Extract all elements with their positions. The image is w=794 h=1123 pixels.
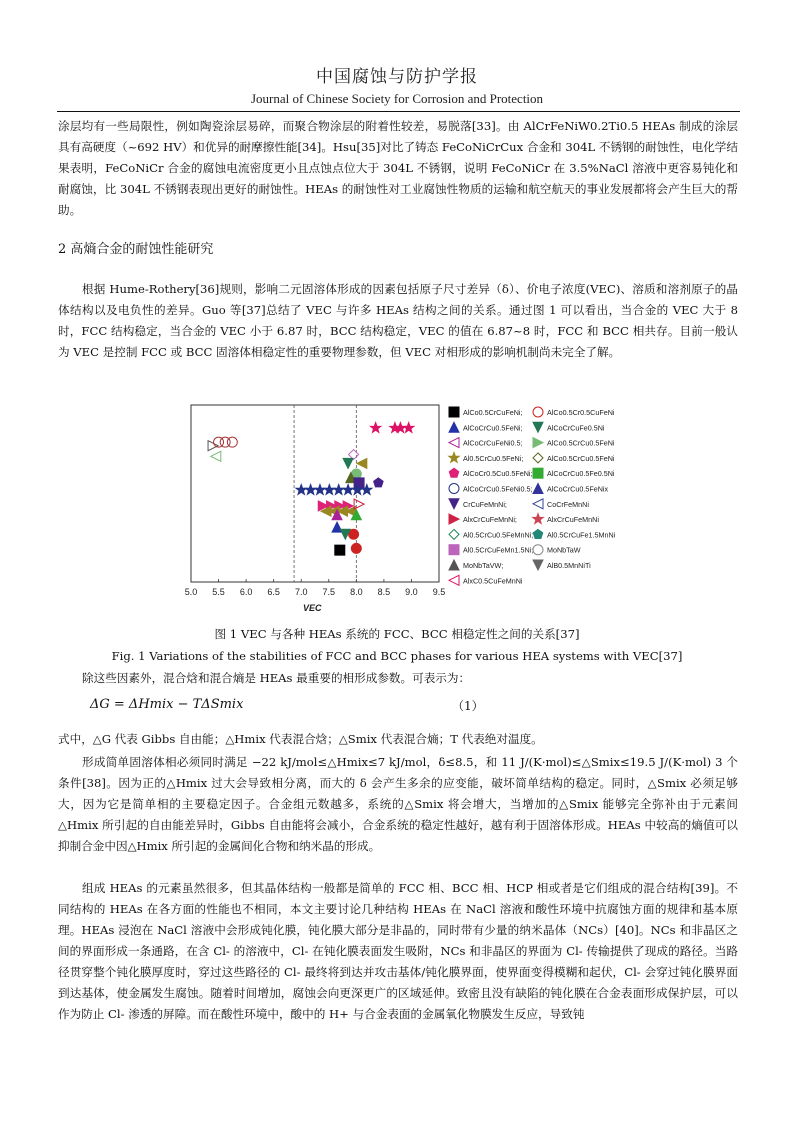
x-tick-label: 8.0 <box>350 587 363 597</box>
data-point <box>227 437 237 447</box>
journal-title-en: Journal of Chinese Society for Corrosion and Protection <box>250 91 544 106</box>
legend-label: MoNbTaVW; <box>463 561 504 570</box>
data-point <box>533 529 543 538</box>
data-point <box>357 458 367 468</box>
journal-title-cn: 中国腐蚀与防护学报 <box>316 67 478 87</box>
data-point <box>533 438 543 448</box>
paragraph-where <box>58 729 738 750</box>
data-point <box>449 499 459 509</box>
data-point <box>533 453 543 463</box>
data-point <box>324 484 334 494</box>
equation-1: ΔG = ΔHmix − TΔSmix <box>90 697 244 712</box>
data-point <box>351 543 361 553</box>
data-point <box>403 423 413 433</box>
data-point <box>449 545 459 555</box>
data-point <box>335 545 345 555</box>
data-point <box>296 484 306 494</box>
legend-label: AlCo0.5CrCuFeNi; <box>463 408 523 417</box>
figure-caption-cn: 图 1 VEC 与各种 HEAs 系统的 FCC、BCC 相稳定性之间的关系[37] <box>214 627 580 641</box>
figure-1 <box>166 400 626 620</box>
figure-caption-en: Fig. 1 Variations of the stabilities of FCC and BCC phases for various HEA systems with VEC[37] <box>111 649 683 663</box>
data-point <box>208 441 218 451</box>
x-tick-label: 5.5 <box>212 587 225 597</box>
legend-label: AlxCrCuFeMnNi <box>547 515 599 525</box>
legend-label: AlCo0.5Cr0.5CuFeNi <box>547 408 615 417</box>
legend-label: Al0.5CrCuFe1.5MnNi <box>547 530 616 540</box>
data-point <box>449 560 459 570</box>
legend-label: AlCo0.5CrCu0.5FeNi <box>547 453 615 463</box>
data-point <box>533 422 543 432</box>
legend-label: CrCuFeMnNi; <box>463 499 507 509</box>
x-tick-label: 7.0 <box>294 587 308 597</box>
legend-label: AlCoCrCu0.5FeNi; <box>463 423 523 433</box>
paragraph-text: 除这些因素外，混合焓和混合熵是 HEAs 最重要的相形成参数。可表示为： <box>82 671 471 685</box>
paragraph-text: 根据 Hume-Rothery[36]规则，影响二元固溶体形成的因素包括原子尺寸差异（δ）、价电子浓度(VEC)、溶质和溶剂原子的晶体结构以及电负性的差异。Guo 等[37]总结了 VEC 与许多 HEAs 结构之间的关系。通过图 1 可以看出，当合金的 VEC 大于 8 时，FCC 结构稳定，当合金的 VEC 小于 6.87 时，BCC 结构稳定，VEC 的值在 6.87~8 时，FCC 和 BCC 相共存。目前一般认为 VEC 是控制 FCC 或 BCC 固溶体相稳定性的重要物理参数，但 VEC 对相形成的影响机制尚未完全了解。 <box>58 282 738 359</box>
data-point <box>449 468 459 477</box>
data-point <box>449 407 459 417</box>
x-axis-label: VEC <box>302 603 322 613</box>
legend-label: Al0.5CrCuFeMn1.5Ni; <box>463 545 534 555</box>
legend-label: CoCrFeMnNi <box>547 499 589 509</box>
vec-scatter-chart <box>166 400 626 620</box>
paragraph-text: 式中，△G 代表 Gibbs 自由能；△Hmix 代表混合焓；△Smix 代表混合熵；T 代表绝对温度。 <box>58 732 543 746</box>
legend-label: Al0.5CrCu0.5FeNi; <box>463 453 524 463</box>
legend-label: AlCoCrCuFe0.5Ni <box>547 423 605 433</box>
paragraph-text: 形成简单固溶体相必须同时满足 −22 kJ/mol≤△Hmix≤7 kJ/mol，δ≤8.5，和 11 J/(K·mol)≤△Smix≤19.5 J/(K·mol) 3 个条件[38]。因为正的△Hmix 过大会导致相分离，而大的 δ 会产生多余的应变能，破坏简单结构的稳定。同时，△Smix 必须足够大，因为它是简单相的主要稳定因子。合金组元数越多，系统的△Smix 将会增大，当增加的△Smix 能够完全弥补由于元素间△Hmix 所引起的自由能差异时，Gibbs 自由能将会减小，合金系统的稳定性越好，越有利于固溶体形成。HEAs 中较高的熵值可以抑制合金中因△Hmix 所引起的金属间化合物和纳米晶的形成。 <box>58 755 738 853</box>
legend-label: AlCoCrCu0.5FeNix <box>547 484 609 494</box>
data-point <box>449 422 459 432</box>
paragraph-besides <box>58 668 738 689</box>
data-point <box>333 484 343 494</box>
data-point <box>533 499 543 509</box>
data-point <box>343 484 353 494</box>
x-tick-label: 6.5 <box>267 587 280 597</box>
legend-label: AlCoCrCuFeNi0.5; <box>463 438 523 448</box>
legend-label: AlCoCrCu0.5FeNi0.5; <box>463 484 533 494</box>
legend-label: Al0.5CrCu0.5FeMnNi; <box>463 530 534 540</box>
data-point <box>533 514 543 524</box>
data-point <box>533 560 543 570</box>
legend-label: AlxC0.5CuFeMnNi <box>463 576 523 586</box>
data-point <box>305 484 315 494</box>
x-tick-label: 9.0 <box>405 587 418 597</box>
journal-header <box>0 66 794 108</box>
data-point <box>533 484 543 494</box>
paragraph-hume-rothery <box>58 279 738 363</box>
paragraph-intro <box>58 116 738 221</box>
data-point <box>533 468 543 478</box>
data-point <box>449 514 459 524</box>
legend-label: MoNbTaW <box>547 545 581 555</box>
data-point <box>374 478 384 487</box>
paragraph-conditions <box>58 752 738 857</box>
data-point <box>449 575 459 585</box>
x-tick-label: 7.5 <box>322 587 336 597</box>
legend-label: AlCoCr0.5Cu0.5FeNi; <box>463 469 533 479</box>
data-point <box>315 484 325 494</box>
paragraph-text: 组成 HEAs 的元素虽然很多，但其晶体结构一般都是简单的 FCC 相、BCC 相、HCP 相或者是它们组成的混合结构[39]。不同结构的 HEAs 在各方面的性能也不相同，本文主要讨论几种结构 HEAs 在 NaCl 溶液和酸性环境中抗腐蚀方面的规律和基本原理。HEAs 浸泡在 NaCl 溶液中会形成钝化膜，钝化膜大部分是非晶的，同时带有少量的纳米晶体（NCs）[40]。NCs 和非晶区之间的界面形成一条通路，在含 Cl- 的溶液中，Cl- 在钝化膜表面发生吸附，NCs 和非晶区的界面为 Cl- 传输提供了现成的路径。当路径贯穿整个钝化膜厚度时，穿过这些路径的 Cl- 最终将到达并攻击基体/钝化膜界面，使界面变得模糊和起伏，Cl- 会穿过钝化膜界面到达基体，使金属发生腐蚀。随着时间增加，腐蚀会向更深更广的区域延伸。致密且没有缺陷的钝化膜在合金表面形成保护层，可以作为防止 Cl- 渗透的屏障。而在酸性环境中，酸中的 H+ 与合金表面的金属氧化物膜发生反应，导致钝 <box>58 881 738 1021</box>
data-point <box>354 478 364 488</box>
section-heading: 2 高熵合金的耐蚀性能研究 <box>58 242 214 257</box>
legend-label: AlB0.5MnNiTi <box>547 561 591 570</box>
data-point <box>211 451 221 461</box>
x-tick-label: 5.0 <box>184 587 198 597</box>
paragraph-text: 涂层均有一些局限性，例如陶瓷涂层易碎，而聚合物涂层的附着性较差，易脱落[33]。由 AlCrFeNiW0.2Ti0.5 HEAs 制成的涂层具有高硬度（~692 HV）和优异的耐摩擦性能[34]。Hsu[35]对比了铸态 FeCoNiCrCux 合金和 304L 不锈钢的耐蚀性，电化学结果表明，FeCoNiCr 合金的腐蚀电流密度更小且点蚀点位大于 304L 不锈钢，说明 FeCoNiCr 在 3.5%NaCl 溶液中更容易钝化和耐腐蚀，比 304L 不锈钢表现出更好的耐蚀性。HEAs 的耐蚀性对工业腐蚀性物质的运输和航空航天的事业发展都将会产生巨大的帮助。 <box>58 119 738 217</box>
data-point <box>533 545 543 555</box>
equation-number: （1） <box>452 699 484 713</box>
x-tick-label: 6.0 <box>239 587 253 597</box>
data-point <box>449 484 459 494</box>
data-point <box>533 407 543 417</box>
data-point <box>449 438 459 448</box>
data-point <box>449 529 459 539</box>
legend-label: AlxCrCuFeMnNi; <box>463 515 517 525</box>
legend-label: AlCo0.5CrCu0.5FeNi <box>547 438 615 448</box>
legend-label: AlCoCrCu0.5Fe0.5Ni <box>547 469 615 479</box>
data-point <box>370 423 380 433</box>
data-point <box>449 452 459 462</box>
x-tick-label: 9.5 <box>432 587 446 597</box>
paragraph-structures <box>58 878 738 1025</box>
header-rule <box>57 111 740 112</box>
data-point <box>343 458 353 468</box>
x-tick-label: 8.5 <box>377 587 391 597</box>
